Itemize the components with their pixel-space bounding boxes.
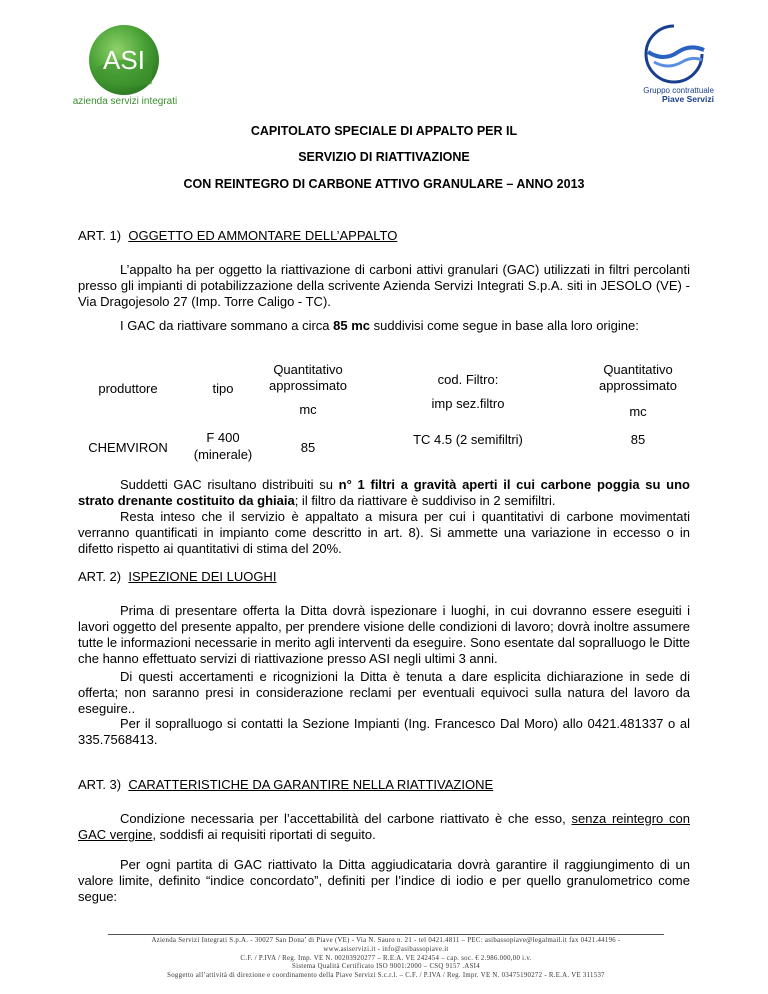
art3-paragraph-1: Condizione necessaria per l’accettabilità del carbone riattivato è che esso, senza reintegro con GAC vergine, soddisfi ai requisiti riportati di seguito. [78,811,691,842]
th-imp-sez-filtro: imp sez.filtro [431,396,505,411]
footer-line-4: Sistema Qualità Certificato ISO 9001:2000 – CSQ 9157 .ASI4 [292,963,480,971]
th-quantitativo-1: Quantitativo approssimato [268,362,348,393]
art3-title: CARATTERISTICHE DA GARANTIRE NELLA RIATTIVAZIONE [128,777,494,792]
doc-title-line-2: SERVIZIO DI RIATTIVAZIONE [298,150,470,164]
td-quantitativo-1: 85 [300,440,316,455]
art2-number: ART. 2) [78,569,122,584]
td-cod-filtro: TC 4.5 (2 semifiltri) [413,432,523,447]
asi-logo-text: ASI [103,45,145,75]
footer [60,937,712,981]
art1-paragraph-4: Resta inteso che il servizio è appaltato a misura per cui i quantitativi di carbone movimentati verranno quantificati in impianto come descritto in art. 8). Si ammette una variazione in eccesso o in difetto rispetto ai quantitativi di stima del 20%. [78,509,690,556]
footer-line-3: C.F. / P.IVA / Reg. Imp. VE N. 00203920277 – R.E.A. VE 242454 – cap. soc. € 2.986.000,00 i.v. [240,954,532,962]
art3-heading [78,777,493,792]
td-tipo-2: (minerale) [193,447,253,462]
art2-paragraph-1: Prima di presentare offerta la Ditta dovrà ispezionare i luoghi, in cui dovranno essere eseguiti i lavori oggetto del presente appalto, per prendere visione delle condizioni di lavoro; dovrà inoltre assumere tutte le informazioni necessarie in merito agli interventi da eseguire. Sono esentate dal sopralluogo le Ditte che hanno effettuato servizi di riattivazione presso ASI negli ultimi 3 anni. [78,603,690,666]
art3-paragraph-2: Per ogni partita di GAC riattivato la Ditta aggiudicataria dovrà garantire il raggiungimento di un valore limite, definito “indice concordato”, definiti per l’indice di iodio e per quello granulometrico come segue: [78,857,690,904]
art2-paragraph-2: Di questi accertamenti e ricognizioni la Ditta è tenuta a dare esplicita dichiarazione in sede di offerta; non saranno presi in considerazione reclami per eventuali equivoci sulla natura del lavoro da eseguire.. [78,669,690,716]
art2-heading [78,569,276,584]
art3-number: ART. 3) [78,777,122,792]
th-tipo: tipo [212,381,234,396]
td-produttore: CHEMVIRON [88,440,168,455]
th-mc-1: mc [299,402,317,417]
art2-paragraph-3: Per il sopralluogo si contatti la Sezione Impianti (Ing. Francesco Dal Moro) allo 0421.481337 o al 335.7568413. [78,716,690,747]
footer-line-2: www.asiservizi.it - info@asibassopiave.it [323,945,449,953]
piave-group-label: Gruppo contrattuale [643,86,714,95]
th-mc-2: mc [629,404,647,419]
td-quantitativo-2: 85 [630,432,646,447]
footer-line-5: Soggetto all’attività di direzione e coordinamento della Piave Servizi S.c.r.l. – C.F. / P.IVA / Reg. Impr. VE N. 03475190272 - R.E.A. VE 311537 [167,972,605,980]
piave-servizi-logo [638,22,710,84]
art1-number: ART. 1) [78,228,122,243]
art1-title: OGGETTO ED AMMONTARE DELL’APPALTO [128,228,398,243]
art2-title: ISPEZIONE DEI LUOGHI [128,569,277,584]
doc-title-line-1: CAPITOLATO SPECIALE DI APPALTO PER IL [250,124,518,138]
art1-paragraph-1: L’appalto ha per oggetto la riattivazione di carboni attivi granulari (GAC) utilizzati in filtri percolanti presso gli impianti di potabilizzazione della scrivente Azienda Servizi Integrati S.p.A. siti in JESOLO (VE) - Via Dragojesolo 27 (Imp. Torre Caligo - TC). [78,262,690,309]
piave-name: Piave Servizi [662,94,714,104]
art1-heading [78,228,397,243]
footer-line-1: Azienda Servizi Integrati S.p.A. - 30027 San Dona’ di Piave (VE) - Via N. Sauro n. 21 - tel 0421.4811 – PEC: asibassopiave@legalmail.it fax 0421.44196 - [151,937,621,944]
footer-divider [108,934,664,935]
doc-title-line-3: CON REINTEGRO DI CARBONE ATTIVO GRANULARE – ANNO 2013 [183,177,585,191]
art1-paragraph-2: I GAC da riattivare sommano a circa 85 mc suddivisi come segue in base alla loro origine: [120,318,639,333]
th-cod-filtro: cod. Filtro: [437,372,499,387]
th-produttore: produttore [98,381,158,396]
asi-tagline: azienda servizi integrati [72,96,178,107]
td-tipo-1: F 400 [206,430,240,445]
asi-logo [88,24,160,96]
th-quantitativo-2: Quantitativo approssimato [598,362,678,393]
art1-paragraph-3: Suddetti GAC risultano distribuiti su n° 1 filtri a gravità aperti il cui carbone poggia su uno strato drenante costituito da ghiaia; il filtro da riattivare è suddiviso in 2 semifiltri. [78,477,690,508]
